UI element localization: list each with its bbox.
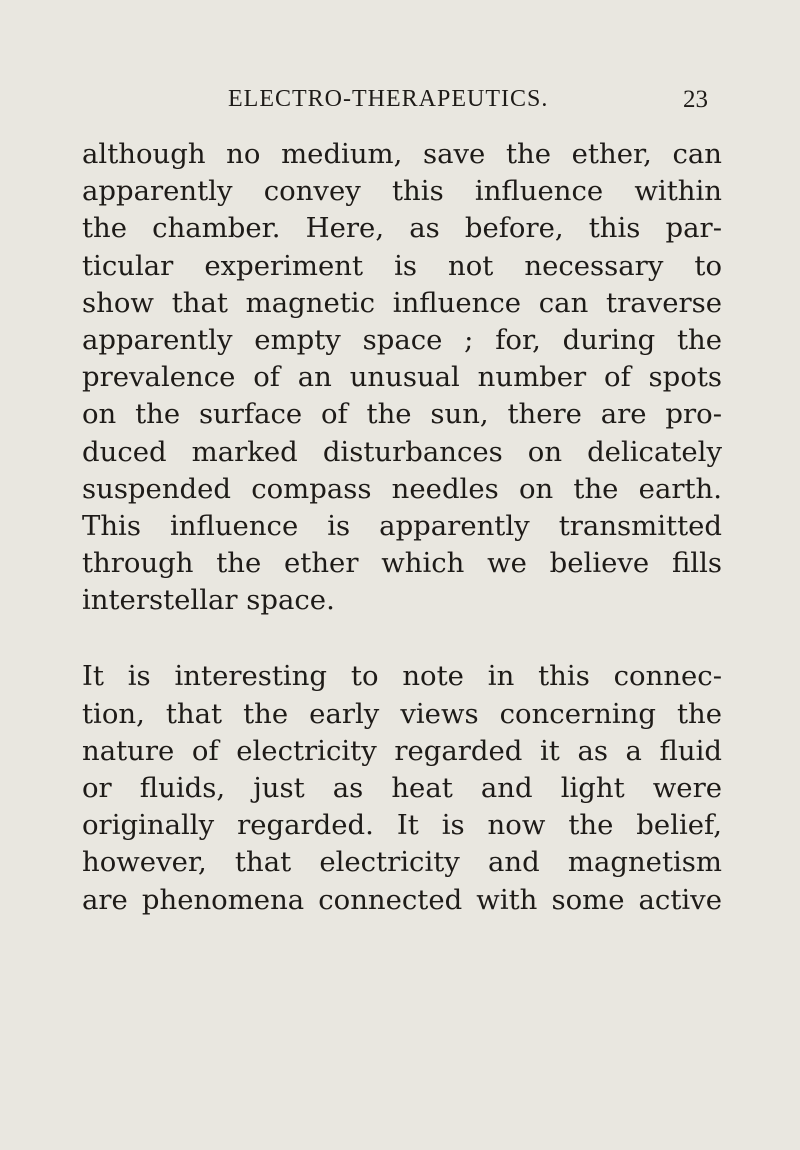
text-line: apparently empty space ; for, during the [82, 323, 722, 356]
text-line: originally regarded. It is now the belief, [82, 809, 722, 842]
text-line: This influence is apparently transmitted [82, 509, 722, 542]
paragraph-2 [82, 658, 722, 918]
page-header [228, 86, 708, 122]
text-line: prevalence of an unusual number of spots [82, 361, 722, 394]
text-line: suspended compass needles on the earth. [82, 472, 722, 505]
text-line: on the surface of the sun, there are pro- [82, 398, 722, 431]
text-line: tion, that the early views concerning the [82, 697, 722, 730]
text-line: ticular experiment is not necessary to [82, 249, 722, 282]
paragraph-1 [82, 136, 722, 619]
text-line: are phenomena connected with some active [82, 883, 722, 916]
text-line: interstellar space. [82, 584, 335, 617]
text-line: however, that electricity and magnetism [82, 846, 722, 879]
text-line: nature of electricity regarded it as a fluid [82, 734, 722, 767]
paragraph-spacer [82, 619, 722, 658]
text-line: through the ether which we believe fills [82, 547, 722, 580]
text-line: or fluids, just as heat and light were [82, 772, 722, 804]
text-line: although no medium, save the ether, can [82, 138, 722, 170]
text-line: apparently convey this influence within [82, 175, 722, 208]
page-number: 23 [683, 86, 708, 113]
text-line: show that magnetic influence can traverse [82, 286, 722, 319]
body-text [82, 136, 722, 919]
text-line: It is interesting to note in this connec- [82, 660, 722, 693]
text-line: the chamber. Here, as before, this par- [82, 212, 722, 245]
running-title: ELECTRO-THERAPEUTICS. [228, 86, 549, 112]
text-line: duced marked disturbances on delicately [82, 435, 722, 468]
